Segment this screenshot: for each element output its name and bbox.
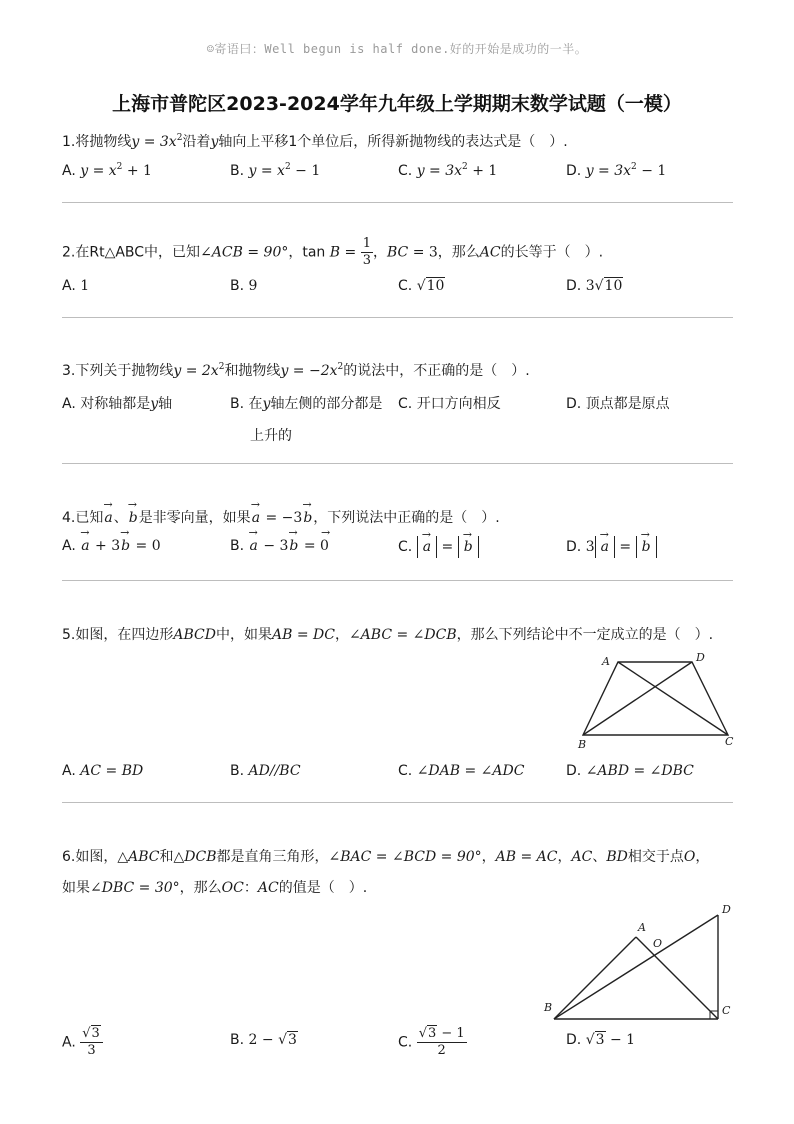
question-4-stem: 4.已知→ a、→ b是非零向量，如果→ a = −3→ b，下列说法中正确的是（ ）.	[62, 507, 500, 527]
question-4-option-c[interactable]: C. → a = → b	[398, 536, 479, 558]
question-5-option-c[interactable]: C. ∠DAB = ∠ADC	[398, 763, 525, 779]
question-3-option-d[interactable]: D. 顶点都是原点	[566, 396, 670, 412]
question-6-option-b[interactable]: B. 2 − √3	[230, 1032, 297, 1048]
question-1-stem: 1.将抛物线$y = 3x^2$沿着y轴向上平移1个单位后，所得新抛物线的表达式是（ ）.	[62, 133, 568, 150]
question-6-option-c[interactable]: C. $\frac{√3 - 1}{2}$	[398, 1026, 465, 1058]
header-motto: ☺寄语曰：Well begun is half done.好的开始是成功的一半。	[206, 42, 588, 56]
segment-ac	[636, 937, 718, 1019]
question-1-option-a[interactable]: A. $y = x^2 + 1$	[62, 162, 152, 179]
question-3-option-b-line2: 上升的	[250, 428, 292, 444]
question-2-option-a[interactable]: A. 1	[62, 278, 90, 294]
question-3-option-b[interactable]: B. 在y轴左侧的部分都是	[230, 396, 383, 412]
question-4-option-d[interactable]: D. 3→ a = → b	[566, 536, 657, 558]
question-2-option-c[interactable]: C. √10	[398, 278, 445, 294]
label-a: A	[638, 921, 646, 934]
label-b: B	[578, 738, 587, 751]
label-c: C	[725, 735, 734, 748]
question-6-stem-line2: 如果∠DBC = 30°，那么OC：AC的值是（ ）.	[62, 880, 368, 896]
question-5-option-a[interactable]: A. AC = BD	[62, 763, 144, 779]
label-o: O	[653, 937, 663, 950]
question-6-option-a[interactable]: A. $\frac{√3}{3}$	[62, 1026, 103, 1059]
divider	[62, 463, 733, 464]
question-5-stem: 5.如图，在四边形ABCD中，如果AB = DC，∠ABC = ∠DCB，那么下列结论中不一定成立的是（ ）.	[62, 627, 714, 643]
question-5-option-b[interactable]: B. AD//BC	[230, 763, 301, 779]
divider	[62, 202, 733, 203]
question-3-option-a[interactable]: A. 对称轴都是y轴	[62, 396, 173, 412]
diagonal-ac	[618, 662, 728, 735]
question-2-option-b[interactable]: B. 9	[230, 278, 258, 294]
label-d: D	[696, 651, 705, 664]
triangles-figure	[538, 898, 743, 1028]
question-1-option-b[interactable]: B. $y = x^2 - 1$	[230, 162, 321, 179]
question-6-stem: 6.如图，△ABC和△DCB都是直角三角形，∠BAC = ∠BCD = 90°，AB = AC，AC、BD相交于点O，	[62, 849, 710, 865]
question-3-stem: 3.下列关于抛物线$y = 2x^2$和抛物线$y = -2x^2$的说法中，不正确的是（ ）.	[62, 362, 530, 379]
label-b: B	[544, 1001, 553, 1014]
question-3-option-c[interactable]: C. 开口方向相反	[398, 396, 501, 412]
divider	[62, 802, 733, 803]
trapezoid-outline	[583, 662, 728, 735]
question-2-option-d[interactable]: D. 3√10	[566, 278, 623, 294]
divider	[62, 580, 733, 581]
label-d: D	[722, 903, 731, 916]
question-4-option-b[interactable]: B. → a − 3→ b = 0 →	[230, 538, 329, 554]
question-6-option-d[interactable]: D. √3 − 1	[566, 1032, 636, 1048]
quadrilateral-figure	[570, 648, 750, 753]
label-c: C	[722, 1004, 731, 1017]
segment-bd	[554, 915, 718, 1019]
divider	[62, 317, 733, 318]
fraction: $\frac{1}{3}$	[362, 236, 371, 268]
label-a: A	[602, 655, 610, 668]
question-5-option-d[interactable]: D. ∠ABD = ∠DBC	[566, 763, 694, 779]
page-title: 上海市普陀区2023-2024学年九年级上学期期末数学试题（一模）	[112, 93, 682, 115]
segment-ab	[554, 937, 636, 1019]
question-4-option-a[interactable]: A. → a + 3→ b = 0	[62, 538, 161, 554]
question-2-stem: 2.在Rt△ABC中，已知∠ACB = 90°，tan B = $\frac{1}{3}$ ，BC = 3，那么AC的长等于（ ）.	[62, 236, 604, 268]
diagonal-bd	[583, 662, 692, 735]
question-1-option-d[interactable]: D. $y = 3x^2 - 1$	[566, 162, 667, 179]
question-1-option-c[interactable]: C. $y = 3x^2 + 1$	[398, 162, 498, 179]
